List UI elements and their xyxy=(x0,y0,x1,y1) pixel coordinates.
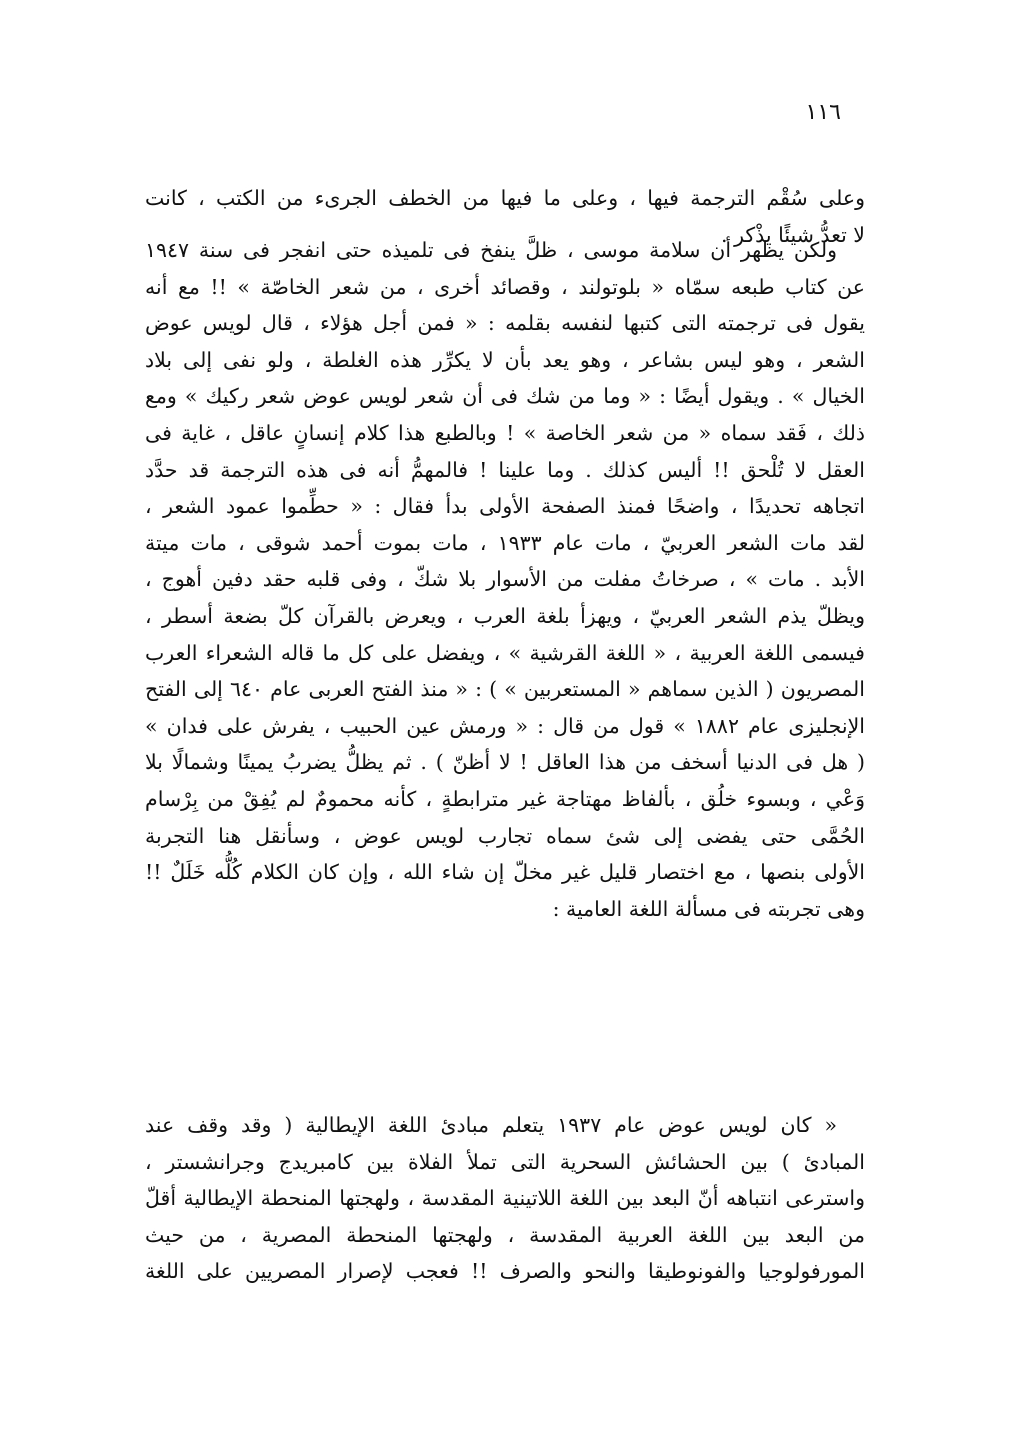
text-line: الخيال » . ويقول أيضًا : « وما من شك فى أن شعر لويس عوض شعر ركيك » ومع xyxy=(145,384,865,409)
text-line: المصريون ( الذين سماهم « المستعربين » ) : « منذ الفتح العربى عام ٦٤٠ إلى الفتح xyxy=(145,677,865,702)
text-line: ( هل فى الدنيا أسخف من هذا العاقل ! لا أظنّ ) . ثم يظلُّ يضربُ يمينًا وشمالًا بلا xyxy=(145,750,865,775)
text-line: وعلى سُقْم الترجمة فيها ، وعلى ما فيها من الخطف الجرىء من الكتب ، كانت xyxy=(145,186,865,210)
text-line: الأبد . مات » ، صرخاتُ مفلت من الأسوار بلا شكّ ، وفى قلبه حقد دفين أهوج ، xyxy=(145,567,865,592)
text-line: الشعر ، وهو ليس بشاعر ، وهو يعد بأن لا يكرِّر هذه الغلطة ، ولو نفى إلى بلاد xyxy=(145,347,865,372)
text-line: لقد مات الشعر العربيّ ، مات عام ١٩٣٣ ، مات بموت أحمد شوقى ، مات ميتة xyxy=(145,530,865,555)
text-line: ذلك ، فَقد سماه « من شعر الخاصة » ! وبالطبع هذا كلام إنسانٍ عاقل ، غاية فى xyxy=(145,420,865,445)
text-line: ويظلّ يذم الشعر العربيّ ، ويهزأ بلغة العرب ، ويعرض بالقرآن كلّ بضعة أسطر ، xyxy=(145,603,865,628)
text-line: الإنجليزى عام ١٨٨٢ » قول من قال : « ورمش عين الحبيب ، يفرش على فدان » xyxy=(145,713,865,738)
text-line: اتجاهه تحديدًا ، واضحًا فمنذ الصفحة الأولى بدأ فقال : « حطِّموا عمود الشعر ، xyxy=(145,494,865,519)
text-line: الأولى بنصها ، مع اختصار قليل غير مخلّ إن شاء الله ، وإن كان الكلام كُلُّه خَلَلٌ !! xyxy=(145,860,865,885)
text-line: المبادئ ) بين الحشائش السحرية التى تملأ الفلاة بين كامبريدج وجرانشستر ، xyxy=(145,1149,865,1174)
text-line: وهى تجربته فى مسألة اللغة العامية : xyxy=(552,896,865,921)
text-line: « كان لويس عوض عام ١٩٣٧ يتعلم مبادئ اللغة الإيطالية ( وقد وقف عند xyxy=(145,1113,838,1137)
paragraph-3-quote xyxy=(145,1107,865,1290)
text-line: فيسمى اللغة العربية ، « اللغة القرشية » ، ويفضل على كل ما قاله الشعراء العرب xyxy=(145,640,865,665)
text-line: الحُمَّى حتى يفضى إلى شئ سماه تجارب لويس عوض ، وسأنقل هنا التجربة xyxy=(145,823,865,848)
text-line: وَعْي ، وبسوء خلُق ، بألفاظ مهتاجة غير مترابطةٍ ، كأنه محمومٌ لم يُفِقْ من بِرْسام xyxy=(145,786,865,811)
text-line: واسترعى انتباهه أنّ البعد بين اللغة اللاتينية المقدسة ، ولهجتها المنحطة الإيطالية أقلّ xyxy=(145,1186,865,1211)
page-number: ١١٦ xyxy=(805,100,841,125)
paragraph-2 xyxy=(145,232,865,927)
text-line: العقل لا تُلْحق !! أليس كذلك . وما علينا ! فالمهمُّ أنه فى هذه الترجمة قد حدَّد xyxy=(145,457,865,482)
text-line: لا تعدُّ شيئًا يذْكر . xyxy=(721,222,865,247)
text-line: من البعد بين اللغة العربية المقدسة ، ولهجتها المنحطة المصرية ، من حيث xyxy=(145,1222,865,1247)
text-line: المورفولوجيا والفونوطيقا والنحو والصرف !! فعجب لإصرار المصريين على اللغة xyxy=(145,1259,865,1284)
text-line: عن كتاب طبعه سمّاه « بلوتولند ، وقصائد أخرى ، من شعر الخاصّة » !! مع أنه xyxy=(145,274,865,299)
text-line: يقول فى ترجمته التى كتبها لنفسه بقلمه : « فمن أجل هؤلاء ، قال لويس عوض xyxy=(145,311,865,336)
text-line: ولكن يظهر أن سلامة موسى ، ظلَّ ينفخ فى تلميذه حتى انفجر فى سنة ١٩٤٧ xyxy=(145,238,837,262)
